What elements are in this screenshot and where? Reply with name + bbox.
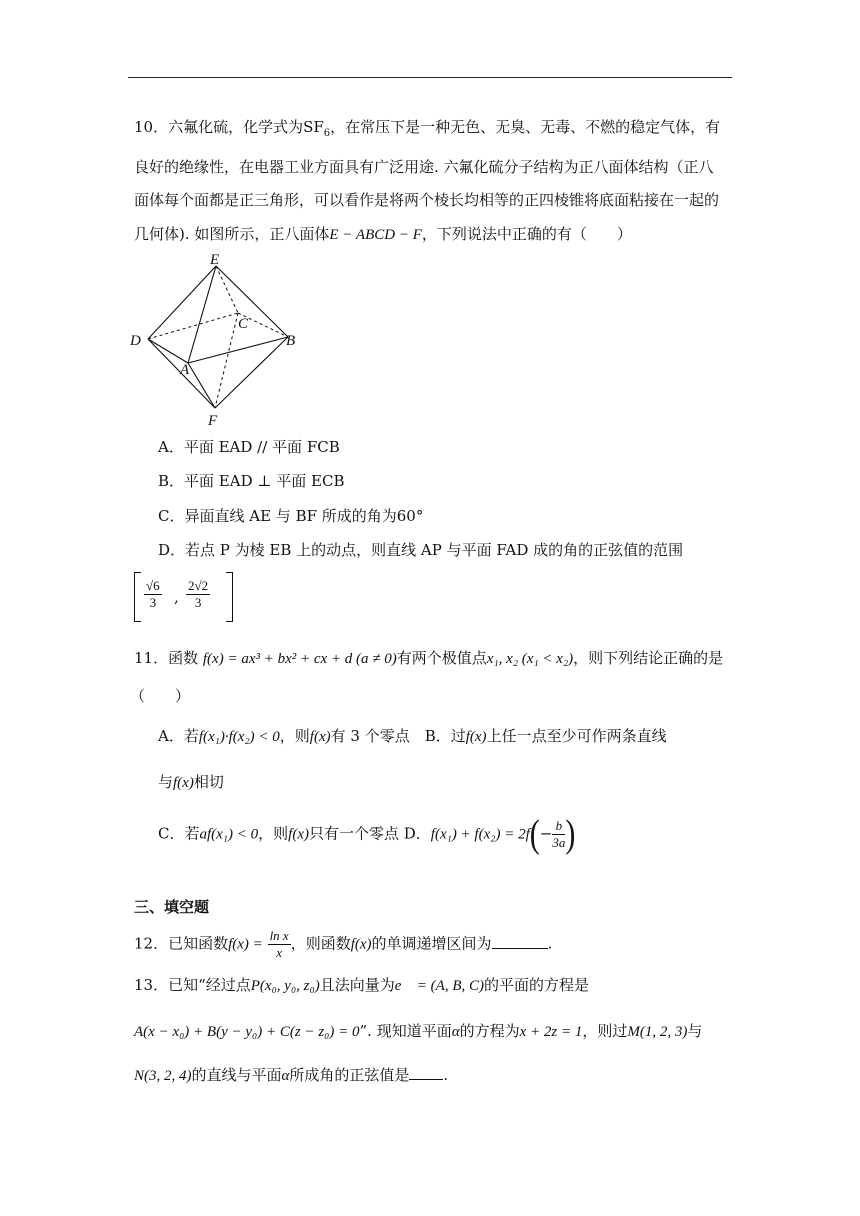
q10-option-b: B．平面 EAD ⊥ 平面 ECB: [158, 472, 345, 490]
octahedron-figure: [128, 250, 308, 430]
header-rule: [128, 77, 732, 78]
q11-paren: （ ）: [130, 687, 191, 705]
q10-option-d: D．若点 P 为棱 EB 上的动点，则直线 AP 与平面 FAD 成的角的正弦值的范围: [158, 541, 684, 559]
label-C: C: [238, 316, 249, 332]
label-F: F: [208, 413, 218, 429]
q13-answer-blank[interactable]: [409, 1065, 443, 1080]
q12-line: 12．已知函数f(x) = $\frac{\text{ln x}}{x}$ ，则函数f(x)的单调递增区间为 .: [134, 928, 553, 960]
q10-line-2: 良好的绝缘性，在电器工业方面具有广泛用途. 六氟化硫分子结构为正八面体结构（正八: [134, 158, 714, 176]
q13-line-3: N(3, 2, 4)的直线与平面α所成角的正弦值是 .: [134, 1066, 449, 1084]
label-E: E: [210, 252, 220, 268]
q11-option-c-d: C．若af(x₁) < 0，则f(x)只有一个零点 D．f(x₁) + f(x₂) = 2f(− $\frac{b}{3a}$ ): [158, 812, 576, 856]
q10-line-1: 10．六氟化硫，化学式为$SF_6$，在常压下是一种无色、无臭、无毒、不燃的稳定气体，有: [134, 118, 721, 139]
q10-option-c: C．异面直线 AE 与 BF 所成的角为60°: [158, 507, 424, 525]
q12-answer-blank[interactable]: [492, 934, 548, 949]
section-title-fill-in: 三、填空题: [134, 898, 210, 916]
q11-option-a: A．若f(x₁)·f(x₂) < 0，则f(x)有 3 个零点 B．过f(x)上任一点至少可作两条直线: [158, 727, 667, 745]
q11-line-1: 11．函数 f(x) = ax³ + bx² + cx + d (a ≠ 0)有两个极值点x₁, x₂ (x₁ < x₂)，则下列结论正确的是: [134, 649, 724, 667]
q10-line-3: 面体每个面都是正三角形，可以看作是将两个棱长均相等的正四棱锥将底面粘接在一起的: [134, 191, 720, 209]
q13-line-1: 13．已知“经过点P(x₀, y₀, z₀)且法向量为e⃗ = (A, B, C)的平面的方程是: [134, 976, 590, 994]
label-B: B: [286, 333, 296, 349]
q11-option-b-cont: 与f(x)相切: [158, 773, 224, 791]
label-A: A: [180, 362, 190, 378]
q10-line-4: 几何体). 如图所示，正八面体E − ABCD − F，下列说法中正确的有（ ）: [134, 225, 632, 243]
q10-option-a: A．平面 EAD // 平面 FCB: [158, 438, 340, 456]
label-D: D: [130, 333, 141, 349]
q13-line-2: A(x − x₀) + B(y − y₀) + C(z − z₀) = 0”. 现知道平面α的方程为x + 2z = 1，则过M(1, 2, 3)与: [134, 1022, 703, 1040]
